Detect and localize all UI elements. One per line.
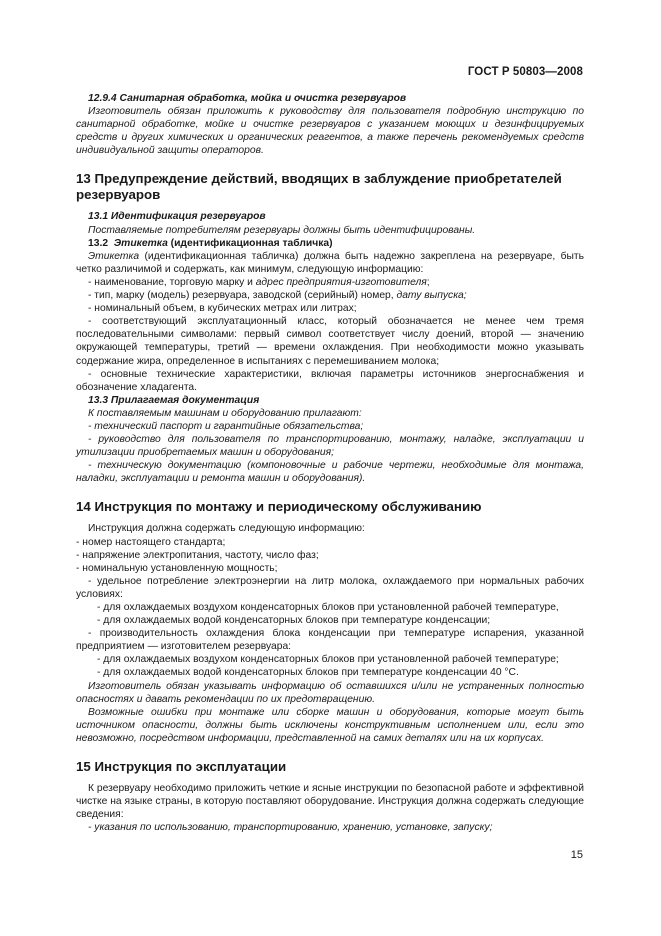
section-title-15: 15 Инструкция по эксплуатации — [76, 759, 287, 775]
list-text-italic: адрес предприятия-изготовителя — [255, 276, 427, 288]
section-number: 13.2 — [88, 237, 109, 249]
list-item — [76, 289, 584, 302]
list-item: - номер настоящего стандарта; — [76, 536, 226, 548]
paragraph: Изготовитель обязан приложить к руководству для пользователя подробную инструкцию по санитарной обработке, мойке и очистке резервуаров с указанием моющих и дезинфицируемых средств и других химических и органических реагентов, а также перечень рекомендуемых средств индивидуальной защиты операторов. — [76, 106, 584, 157]
list-subitem: - для охлаждаемых водой конденсаторных блоков при температуре конденсации 40 °С. — [97, 667, 519, 679]
page-content — [76, 92, 584, 834]
list-item: - напряжение электропитания, частоту, число фаз; — [76, 549, 319, 561]
list-item: - техническую документацию (компоновочные и рабочие чертежи, необходимые для монтажа, наладки, эксплуатации и ремонта машин и оборудования). — [76, 460, 584, 485]
paragraph: Возможные ошибки при монтаже или сборке машин и оборудования, которые могут быть источником опасности, должны быть исключены конструктивным исполнением или, если это невозможно, посредством информации, представленной на самих деталях или на их корпусах. — [76, 706, 584, 744]
title-rest: (идентификационная табличка) — [167, 237, 333, 249]
list-item: - руководство для пользователя по транспортированию, монтажу, наладке, эксплуатации и утилизации приобретаемых машин и оборудования; — [76, 434, 584, 459]
list-item: - производительность охлаждения блока конденсации при температуре испарения, указанной предприятием — изготовителем резервуара: — [76, 628, 584, 653]
paragraph: Инструкция должна содержать следующую информацию: — [88, 523, 365, 535]
list-subitem: - для охлаждаемых воздухом конденсаторных блоков при установленной рабочей температуре, — [97, 602, 559, 613]
subsection-title-13-3: 13.3 Прилагаемая документация — [88, 394, 260, 406]
title-italic-part: Этикетка — [113, 237, 168, 249]
list-text-italic: дату выпуска; — [396, 290, 467, 302]
list-text: ; — [426, 276, 430, 288]
italic-term: Этикетка — [88, 250, 140, 262]
page-header: ГОСТ Р 50803—2008 — [467, 66, 583, 78]
paragraph: К поставляемым машинам и оборудованию прилагают: — [88, 407, 362, 419]
list-item: - указания по использованию, транспортированию, хранению, установке, запуску; — [88, 822, 493, 834]
list-item: - номинальный объем, в кубических метрах или литрах; — [88, 303, 357, 315]
page-number: 15 — [570, 849, 583, 861]
paragraph — [76, 250, 584, 276]
subsection-title-13-1: 13.1 Идентификация резервуаров — [88, 211, 266, 223]
list-item: - удельное потребление электроэнергии на литр молока, охлаждаемого при нормальных рабочих условиях: — [76, 575, 584, 600]
paragraph: Поставляемые потребителям резервуары должны быть идентифицированы. — [88, 224, 476, 236]
list-item — [76, 276, 584, 289]
subsection-title-12-9-4: 12.9.4 Санитарная обработка, мойка и очистка резервуаров — [88, 93, 407, 104]
list-item: - номинальную установленную мощность; — [76, 562, 278, 574]
section-title-14: 14 Инструкция по монтажу и периодическому обслуживанию — [76, 499, 482, 515]
list-item: - соответствующий эксплуатационный класс, который обозначается не менее чем тремя последовательными символами: первый символ соответствует числу доений, второй — значению окружающей температуры, третий — времени охлаждения. При необходимости можно указывать содержание жира, определенное в испытаниях с перемешиванием молока; — [76, 316, 584, 367]
list-item: - технический паспорт и гарантийные обязательства; — [88, 420, 364, 432]
list-text: - наименование, торговую марку и — [88, 276, 256, 288]
list-subitem: - для охлаждаемых воздухом конденсаторных блоков при установленной рабочей температуре; — [97, 654, 559, 666]
paragraph-rest: (идентификационная табличка) должна быть надежно закреплена на резервуаре, быть четко различимой и содержать, как минимум, следующую информацию: — [76, 250, 584, 275]
list-text: - тип, марку (модель) резервуара, заводской (серийный) номер, — [88, 290, 397, 302]
list-item: - основные технические характеристики, включая параметры источников энергоснабжения и обозначение хладагента. — [76, 368, 584, 393]
subsection-title-13-2 — [76, 237, 584, 250]
list-subitem: - для охлаждаемых водой конденсаторных блоков при температуре конденсации; — [97, 615, 491, 627]
section-title-13: 13 Предупреждение действий, вводящих в заблуждение приобретателей резервуаров — [76, 171, 562, 203]
paragraph: Изготовитель обязан указывать информацию об оставшихся и/или не устраненных полностью опасностях и давать рекомендации по их предотвращению. — [76, 680, 584, 705]
paragraph: К резервуару необходимо приложить четкие и ясные инструкции по безопасной работе и эффективной чистке на языке страны, в которую поставляют оборудование. Инструкция должна содержать следующие сведения: — [76, 783, 584, 821]
